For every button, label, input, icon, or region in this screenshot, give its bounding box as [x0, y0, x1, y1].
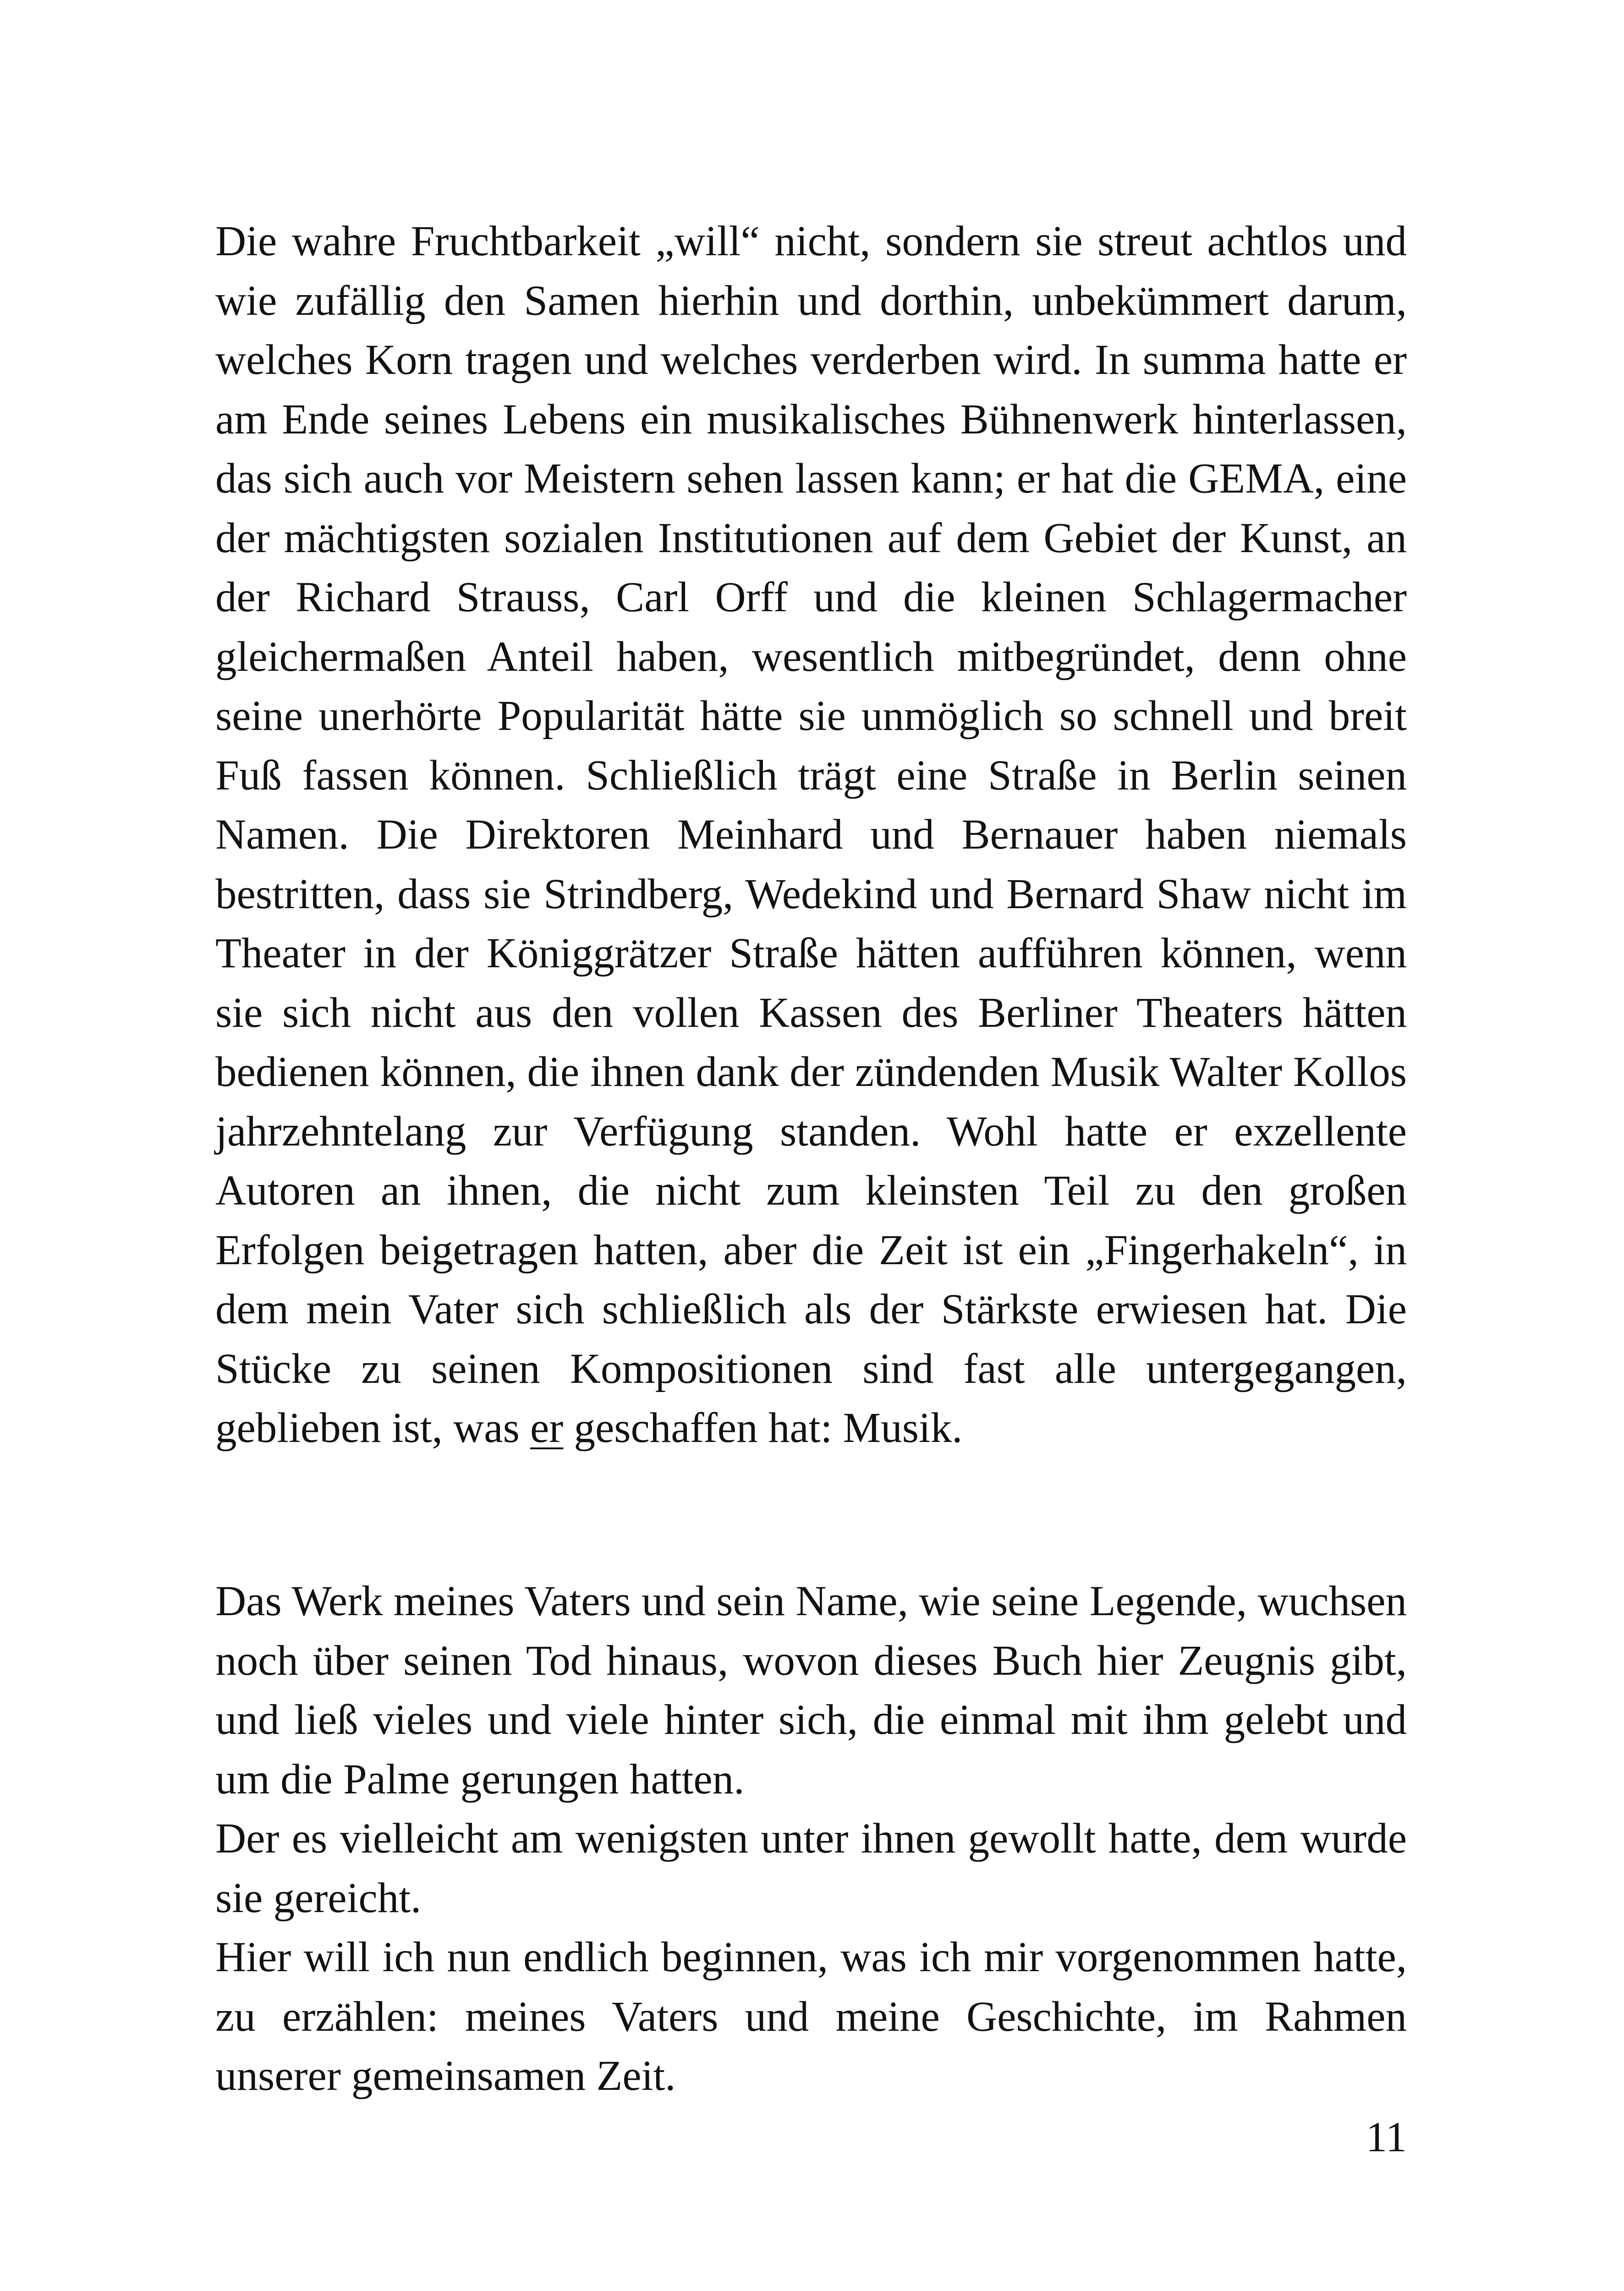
paragraph-werk: Das Werk meines Vaters und sein Name, wie seine Legende, wuchsen noch über seinen Tod hinaus, wovon dieses Buch hier Zeugnis gibt, und ließ vieles und viele hinter sich, die einmal mit ihm gelebt und um die Palme gerungen hatten.	[215, 1578, 1407, 1803]
paragraph-block-top	[215, 212, 1407, 1458]
paragraph-gereicht: Der es vielleicht am wenigsten unter ihnen gewollt hatte, dem wurde sie gereicht.	[215, 1815, 1407, 1922]
paragraph-beginnen: Hier will ich nun endlich beginnen, was ich mir vorgenommen hatte, zu erzählen: meines Vaters und meine Geschichte, im Rahmen unserer gemeinsamen Zeit.	[215, 1934, 1407, 2099]
paragraph-text: Die wahre Fruchtbarkeit „will“ nicht, sondern sie streut achtlos und wie zufällig den Samen hierhin und dorthin, unbekümmert darum, welches Korn tragen und welches verderben wird. In summa hatte er am Ende seines Lebens ein musikalisches Bühnenwerk hinterlassen, das sich auch vor Meistern sehen lassen kann; er hat die GEMA, eine der mächtigsten sozialen Institutionen auf dem Gebiet der Kunst, an der Richard Strauss, Carl Orff und die kleinen Schlagermacher gleichermaßen Anteil haben, wesentlich mitbegründet, denn ohne seine unerhörte Popularität hätte sie unmöglich so schnell und breit Fuß fassen können. Schließlich trägt eine Straße in Berlin seinen Namen. Die Direktoren Meinhard und Bernauer haben niemals bestritten, dass sie Strindberg, Wedekind und Bernard Shaw nicht im Theater in der Königgrätzer Straße hätten aufführen können, wenn sie sich nicht aus den vollen Kassen des Berliner Theaters hätten bedienen können, die ihnen dank der zündenden Musik Walter Kollos jahrzehntelang zur Verfügung standen. Wohl hatte er exzellente Autoren an ihnen, die nicht zum kleinsten Teil zu den großen Erfolgen beigetragen hatten, aber die Zeit ist ein „Fingerhakeln“, in dem mein Vater sich schließlich als der Stärkste erwiesen hat. Die Stücke zu seinen Kompositionen sind fast alle untergegangen, geblieben ist, was	[215, 218, 1407, 1452]
underlined-word: er	[530, 1404, 564, 1452]
paragraph-text-end: geschaffen hat: Musik.	[563, 1404, 963, 1452]
paragraph-fruchtbarkeit	[215, 212, 1407, 1458]
page-number: 11	[1366, 2114, 1407, 2161]
paragraph-block-bottom	[215, 1572, 1407, 2106]
